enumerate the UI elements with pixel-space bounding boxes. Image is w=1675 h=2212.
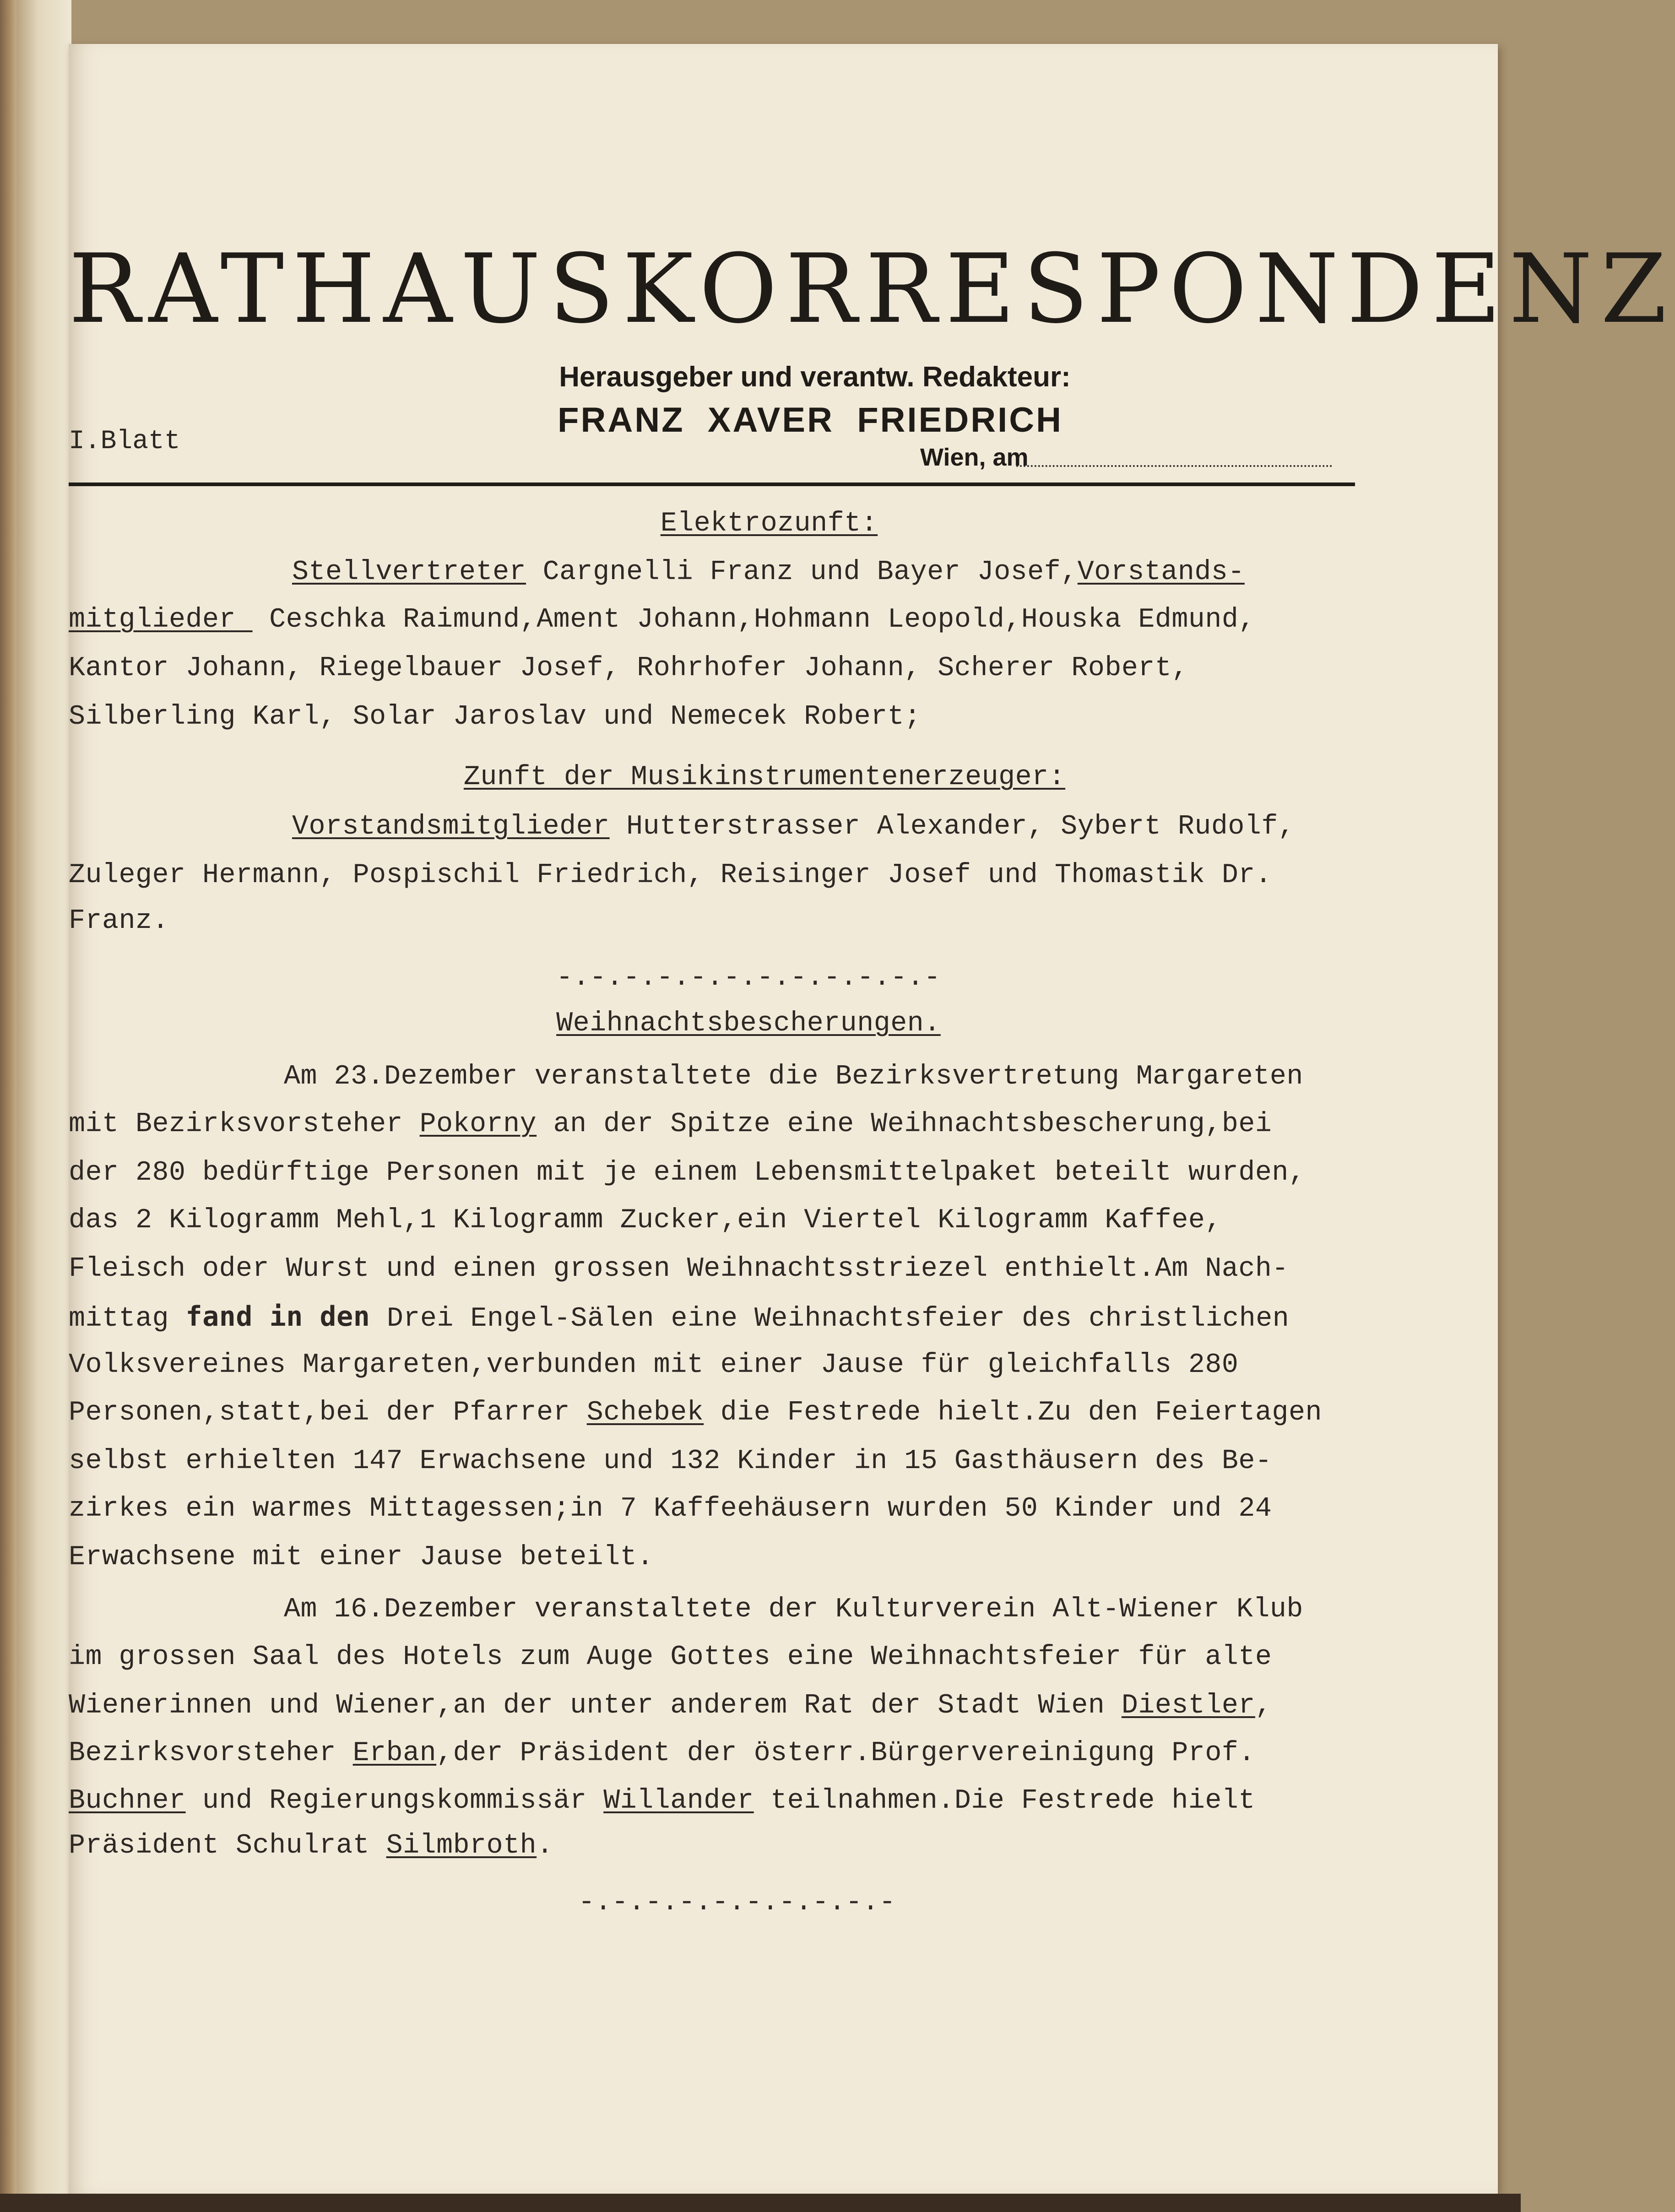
text-line — [69, 1207, 1222, 1234]
underlined-name: Vorstandsmitglieder — [292, 811, 610, 842]
underlined-name: mitglieder — [69, 604, 253, 635]
text-line — [69, 907, 169, 935]
date-fill-line — [1016, 465, 1332, 467]
text-line — [69, 655, 1188, 682]
text-run: Zuleger Hermann, Pospischil Friedrich, Reisinger Josef und Thomastik Dr. — [69, 860, 1272, 891]
underlined-name: Diestler — [1121, 1690, 1255, 1721]
masthead-rule — [69, 483, 1355, 486]
text-run: Bezirksvorsteher — [69, 1738, 353, 1769]
underlined-name: Willander — [603, 1785, 754, 1816]
underlined-name: Buchner — [69, 1785, 186, 1816]
text-run: im grossen Saal des Hotels zum Auge Gottes eine Weihnachtsfeier für alte — [69, 1642, 1272, 1673]
document-page — [69, 44, 1675, 2194]
text-run: Präsident Schulrat — [69, 1830, 386, 1861]
text-line — [69, 1111, 1272, 1138]
text-line — [69, 1495, 1272, 1523]
text-run: zirkes ein warmes Mittagessen;in 7 Kaffeehäusern wurden 50 Kinder und 24 — [69, 1493, 1272, 1524]
section-heading-musikinstrumente: Zunft der Musikinstrumentenerzeuger: — [463, 762, 1066, 793]
underlined-name: Stellvertreter — [292, 557, 526, 588]
text-line — [69, 1832, 553, 1860]
background-strip — [0, 2194, 1521, 2212]
underlined-name: Erban — [352, 1738, 437, 1769]
text-run: und Regierungskommissär — [185, 1785, 604, 1816]
text-run: Drei Engel-Sälen eine Weihnachtsfeier des christlichen — [370, 1303, 1290, 1334]
text-run: mittag — [69, 1303, 186, 1334]
text-line — [69, 1692, 1272, 1719]
text-line — [284, 1063, 1303, 1090]
text-run: Ceschka Raimund,Ament Johann,Hohmann Leopold,Houska Edmund, — [252, 604, 1255, 635]
text-run: Fleisch oder Wurst und einen grossen Weihnachtsstriezel enthielt.Am Nach- — [69, 1253, 1289, 1285]
text-run: selbst erhielten 147 Erwachsene und 132 Kinder in 15 Gasthäusern des Be- — [69, 1446, 1272, 1477]
text-run: Cargnelli Franz und Bayer Josef, — [526, 557, 1078, 588]
text-line — [69, 606, 1255, 634]
text-run: Hutterstrasser Alexander, Sybert Rudolf, — [609, 811, 1295, 842]
text-line — [69, 1787, 1255, 1815]
text-line — [69, 1544, 654, 1571]
text-line — [69, 1159, 1305, 1187]
text-run: Silberling Karl, Solar Jaroslav und Nemecek Robert; — [69, 701, 921, 732]
text-line — [69, 1351, 1238, 1379]
text-run: mit Bezirksvorsteher — [69, 1109, 420, 1140]
text-line — [284, 1596, 1303, 1623]
text-run: . — [537, 1830, 553, 1861]
separator: -.-.-.-.-.-.-.-.-.-.-.- — [556, 962, 941, 993]
text-line — [69, 1643, 1272, 1671]
text-line — [69, 1255, 1289, 1283]
text-run: ,der Präsident der österr.Bürgervereinigung Prof. — [436, 1738, 1255, 1769]
underlined-name: Pokorny — [419, 1109, 537, 1140]
sheet-number: I.Blatt — [69, 427, 180, 456]
text-line — [292, 558, 1245, 586]
text-run: Am 16.Dezember veranstaltete der Kulturverein Alt-Wiener Klub — [284, 1594, 1303, 1625]
text-run: der 280 bedürftige Personen mit je einem Lebensmittelpaket beteilt wurden, — [69, 1157, 1306, 1188]
text-run: Wienerinnen und Wiener,an der unter anderem Rat der Stadt Wien — [69, 1690, 1122, 1721]
facing-page-edge — [16, 0, 71, 2212]
text-run: an der Spitze eine Weihnachtsbescherung,bei — [537, 1109, 1272, 1140]
publisher-label: Herausgeber und verantw. Redakteur: — [559, 361, 1071, 393]
text-run: Franz. — [69, 905, 169, 937]
text-line — [69, 1303, 1289, 1333]
text-line — [69, 1740, 1255, 1767]
section-heading-weihnachtsbescherungen: Weihnachtsbescherungen. — [556, 1008, 941, 1039]
text-run: Am 23.Dezember veranstaltete die Bezirksvertretung Margareten — [284, 1061, 1303, 1092]
text-line — [69, 1399, 1322, 1426]
text-run: die Festrede hielt.Zu den Feiertagen — [704, 1397, 1322, 1428]
publisher-name: FRANZ XAVER FRIEDRICH — [558, 401, 1063, 439]
section-heading-elektrozunft: Elektrozunft: — [660, 508, 878, 539]
text-line — [69, 862, 1272, 889]
text-run: Personen,statt,bei der Pfarrer — [69, 1397, 587, 1428]
bold-text: fand in den — [185, 1301, 370, 1333]
underlined-name: Silmbroth — [386, 1830, 537, 1861]
book-spine — [0, 0, 16, 2212]
underlined-name: Vorstands- — [1077, 557, 1245, 588]
text-run: das 2 Kilogramm Mehl,1 Kilogramm Zucker,ein Viertel Kilogramm Kaffee, — [69, 1205, 1222, 1236]
text-run: teilnahmen.Die Festrede hielt — [753, 1785, 1255, 1816]
text-line — [69, 1448, 1272, 1475]
text-line — [292, 813, 1295, 840]
text-run: , — [1255, 1690, 1272, 1721]
text-line — [69, 703, 921, 731]
text-run: Erwachsene mit einer Jause beteilt. — [69, 1542, 654, 1573]
closing-separator: -.-.-.-.-.-.-.-.-.- — [578, 1887, 896, 1918]
text-run: Volksvereines Margareten,verbunden mit einer Jause für gleichfalls 280 — [69, 1350, 1239, 1381]
masthead-title: RATHAUSKORRESPONDENZ — [69, 234, 1675, 345]
text-run: Kantor Johann, Riegelbauer Josef, Rohrhofer Johann, Scherer Robert, — [69, 653, 1188, 684]
underlined-name: Schebek — [586, 1397, 704, 1428]
place-date-label: Wien, am — [920, 444, 1029, 471]
